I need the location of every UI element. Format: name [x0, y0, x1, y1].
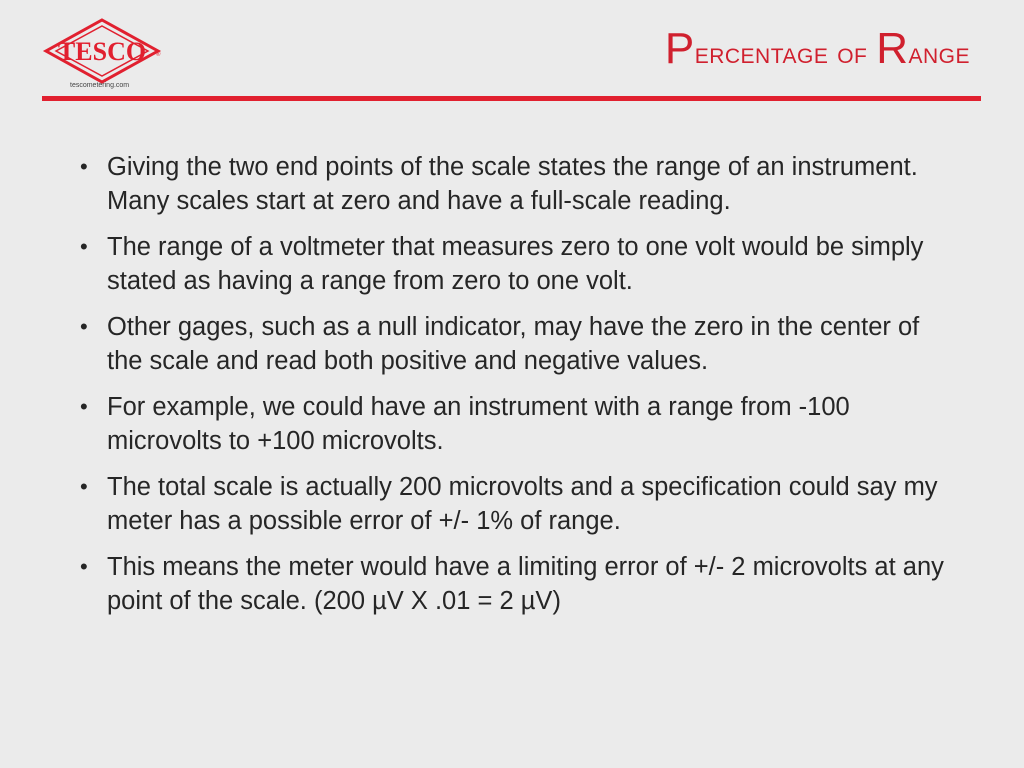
title-initial: R [876, 24, 909, 73]
bullet-dot-icon: • [80, 394, 88, 419]
bullet-dot-icon: • [80, 234, 88, 259]
list-item [80, 230, 960, 298]
bullet-list [80, 150, 960, 630]
list-item [80, 310, 960, 378]
list-item [80, 550, 960, 618]
list-item [80, 150, 960, 218]
bullet-dot-icon: • [80, 154, 88, 179]
bullet-text: Other gages, such as a null indicator, may have the zero in the center of the scale and read both positive and negative values. [107, 313, 920, 375]
bullet-text: This means the meter would have a limiting error of +/- 2 microvolts at any point of the scale. (200 µV X .01 = 2 µV) [107, 553, 944, 615]
list-item [80, 390, 960, 458]
page-title: Percentage of Range [664, 24, 970, 73]
title-divider [42, 96, 981, 101]
logo-wordmark: TESCO [57, 37, 147, 66]
bullet-text: The total scale is actually 200 microvolts and a specification could say my meter has a possible error of +/- 1% of range. [107, 473, 938, 535]
registered-mark: ® [156, 52, 161, 58]
tesco-logo [40, 16, 164, 96]
list-item [80, 470, 960, 538]
logo-url: tescometering.com [70, 82, 130, 89]
bullet-text: Giving the two end points of the scale states the range of an instrument. Many scales start at zero and have a full-scale reading. [107, 153, 918, 215]
bullet-dot-icon: • [80, 554, 88, 579]
bullet-text: For example, we could have an instrument with a range from -100 microvolts to +100 microvolts. [107, 393, 850, 455]
title-initial: P [664, 24, 695, 73]
bullet-dot-icon: • [80, 314, 88, 339]
bullet-dot-icon: • [80, 474, 88, 499]
bullet-text: The range of a voltmeter that measures zero to one volt would be simply stated as having a range from zero to one volt. [107, 233, 924, 295]
tesco-logo-icon [40, 16, 164, 86]
